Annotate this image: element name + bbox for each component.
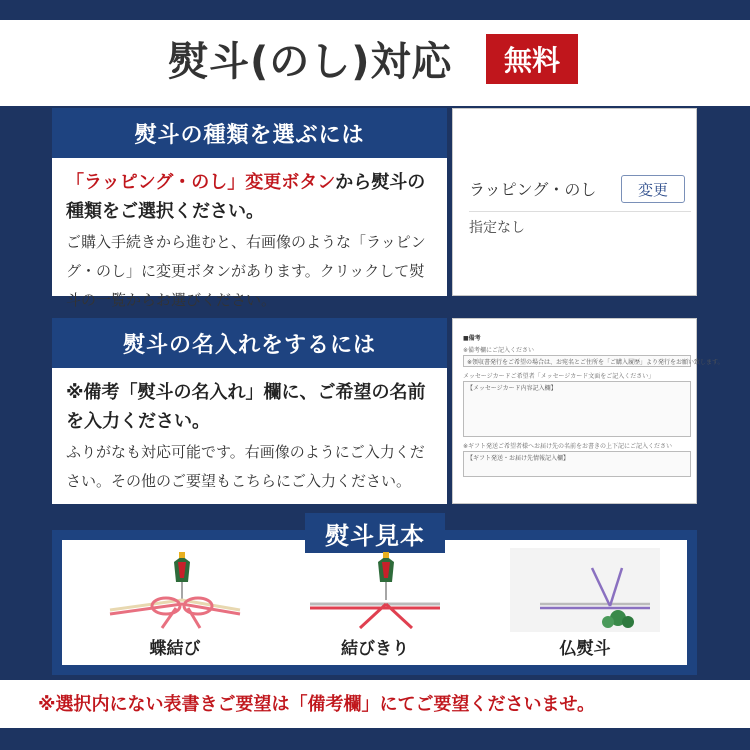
wrapping-row xyxy=(469,165,691,212)
sample-musubikiri xyxy=(300,548,450,658)
free-badge: 無料 xyxy=(486,34,578,84)
sample-label: 仏熨斗 xyxy=(559,639,611,659)
footnote: ※選択内にない表書きご要望は「備考欄」にてご要望くださいませ。 xyxy=(38,694,595,715)
sample-butsu-noshi xyxy=(510,548,660,658)
butsu-noshi-illustration xyxy=(510,548,660,632)
lead-text xyxy=(66,168,433,226)
section-choose-noshi xyxy=(52,108,447,309)
description: ふりがなも対応可能です。右画像のようにご入力ください。その他のご要望もこちらにご入力ください。 xyxy=(66,443,425,490)
remarks-title: ■備考 xyxy=(463,335,481,342)
remarks-line: メッセージカードご希望者「メッセージカード文面をご記入ください」 xyxy=(463,373,655,380)
section-heading: 熨斗の名入れをするには xyxy=(52,318,447,368)
remarks-line: ※ギフト発送ご希望者様へお届け先の名前をお書きの上下記にご記入ください xyxy=(463,443,673,450)
change-button[interactable]: 変更 xyxy=(621,175,685,203)
section-heading: 熨斗の種類を選ぶには xyxy=(52,108,447,158)
message-card-field[interactable]: 【メッセージカード内容記入欄】 xyxy=(463,381,691,437)
sample-chomusubi xyxy=(100,548,250,658)
description: ご購入手続きから進むと、右画像のような「ラッピング・のし」に変更ボタンがあります。クリックして熨斗の一覧からお選びください。 xyxy=(66,233,426,309)
sample-label: 蝶結び xyxy=(149,639,201,659)
remarks-line: ※備考欄にご記入ください xyxy=(463,347,535,354)
musubikiri-illustration xyxy=(300,548,450,632)
wrapping-label: ラッピング・のし xyxy=(469,179,597,199)
screenshot-wrapping xyxy=(452,108,697,296)
lead-highlight: 「ラッピング・のし」変更ボタン xyxy=(66,172,336,193)
samples-title: 熨斗見本 xyxy=(305,513,445,553)
gift-field[interactable]: 【ギフト発送・お届け先情報記入欄】 xyxy=(463,451,691,477)
section-name-entry xyxy=(52,318,447,504)
remarks-input[interactable]: ※領収書発行をご希望の場合は、お宛名とご住所を「ご購入履歴」より発行をお願い致します。 xyxy=(463,355,691,367)
lead-rest: から熨斗の種類をご選択ください。 xyxy=(66,172,426,222)
chomusubi-illustration xyxy=(100,548,250,632)
lead-text: ※備考「熨斗の名入れ」欄に、ご希望の名前を入力ください。 xyxy=(66,382,426,432)
noshi-value: 指定なし xyxy=(469,220,525,236)
sample-label: 結びきり xyxy=(341,639,409,659)
page-title: 熨斗(のし)対応 xyxy=(168,39,453,85)
screenshot-remarks xyxy=(452,318,724,504)
